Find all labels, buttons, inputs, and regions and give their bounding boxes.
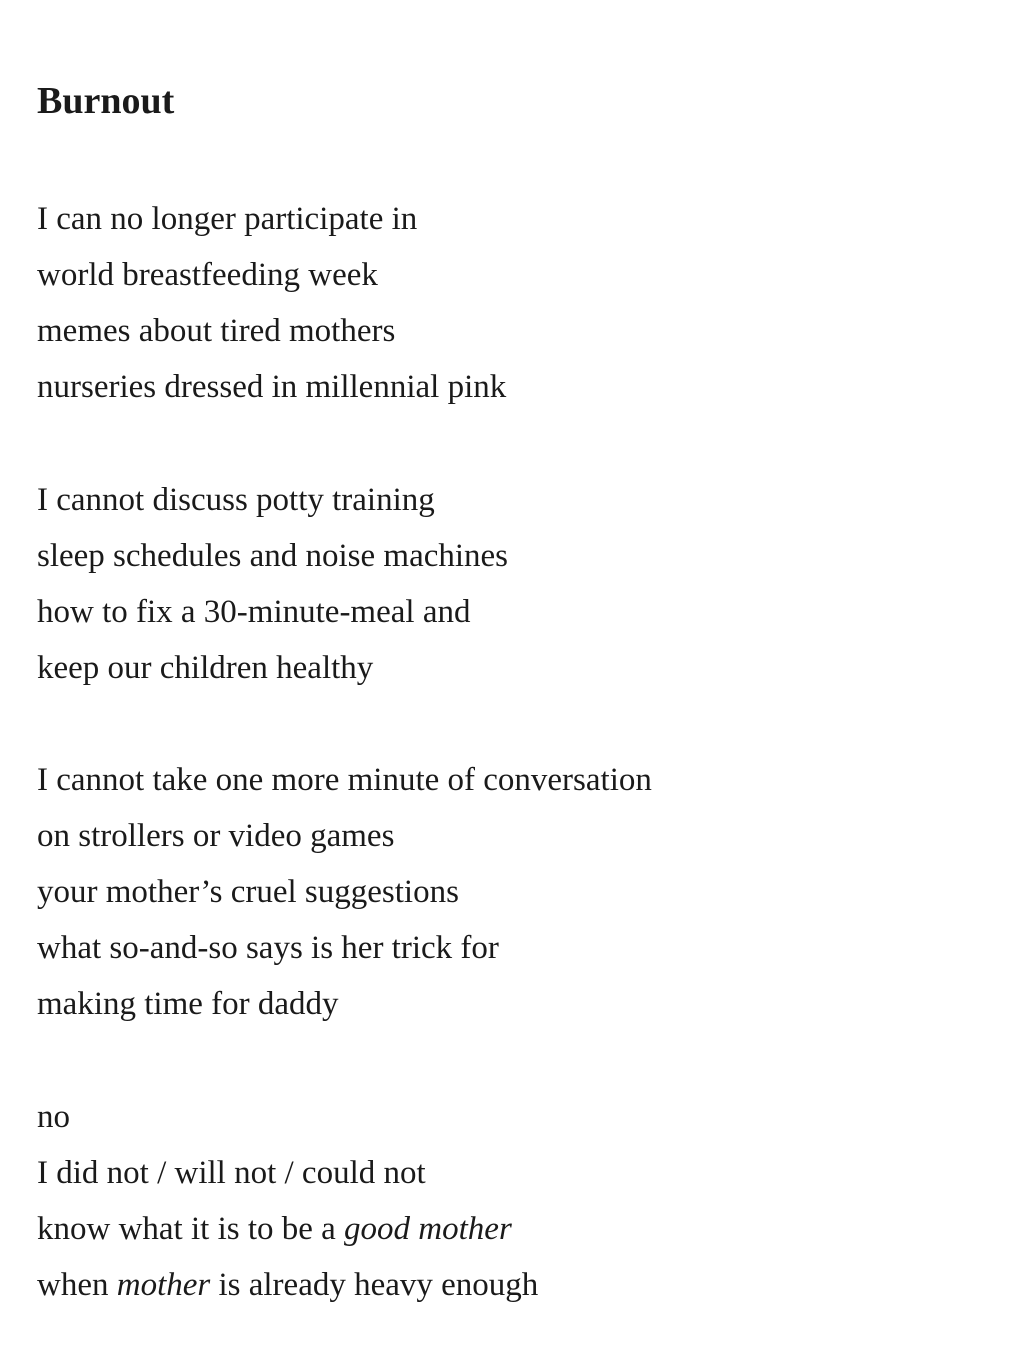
stanza-3 — [37, 752, 652, 1032]
poem-title: Burnout — [37, 80, 175, 122]
poem-line: sleep schedules and noise machines — [37, 538, 509, 574]
poem-line: on strollers or video games — [37, 818, 395, 854]
stanza-2 — [37, 472, 508, 696]
poem-line: I did not / will not / could not — [37, 1155, 426, 1191]
italic-phrase: good mother — [344, 1211, 512, 1247]
stanza-4 — [37, 1089, 538, 1313]
poem-line: I can no longer participate in — [37, 201, 418, 237]
poem-line: no — [37, 1099, 70, 1135]
poem-line: how to fix a 30-minute-meal and — [37, 594, 471, 630]
line-text: know what it is to be a — [37, 1211, 345, 1247]
poem-line: what so-and-so says is her trick for — [37, 930, 499, 966]
line-text: when — [37, 1267, 117, 1303]
italic-word: mother — [116, 1267, 211, 1303]
stanza-1 — [37, 191, 506, 415]
poem-line: I cannot take one more minute of conversation — [37, 762, 652, 798]
line-text: is already heavy enough — [210, 1267, 539, 1303]
poem-line — [37, 1257, 538, 1313]
poem-line — [37, 1201, 538, 1257]
poem-line: nurseries dressed in millennial pink — [37, 369, 507, 405]
poem-line: world breastfeeding week — [37, 257, 378, 293]
poem-line: I cannot discuss potty training — [37, 482, 435, 518]
poem-line: making time for daddy — [37, 986, 339, 1022]
poem-line: your mother’s cruel suggestions — [37, 874, 459, 910]
poem-line: memes about tired mothers — [37, 313, 396, 349]
poem-line: keep our children healthy — [37, 650, 374, 686]
